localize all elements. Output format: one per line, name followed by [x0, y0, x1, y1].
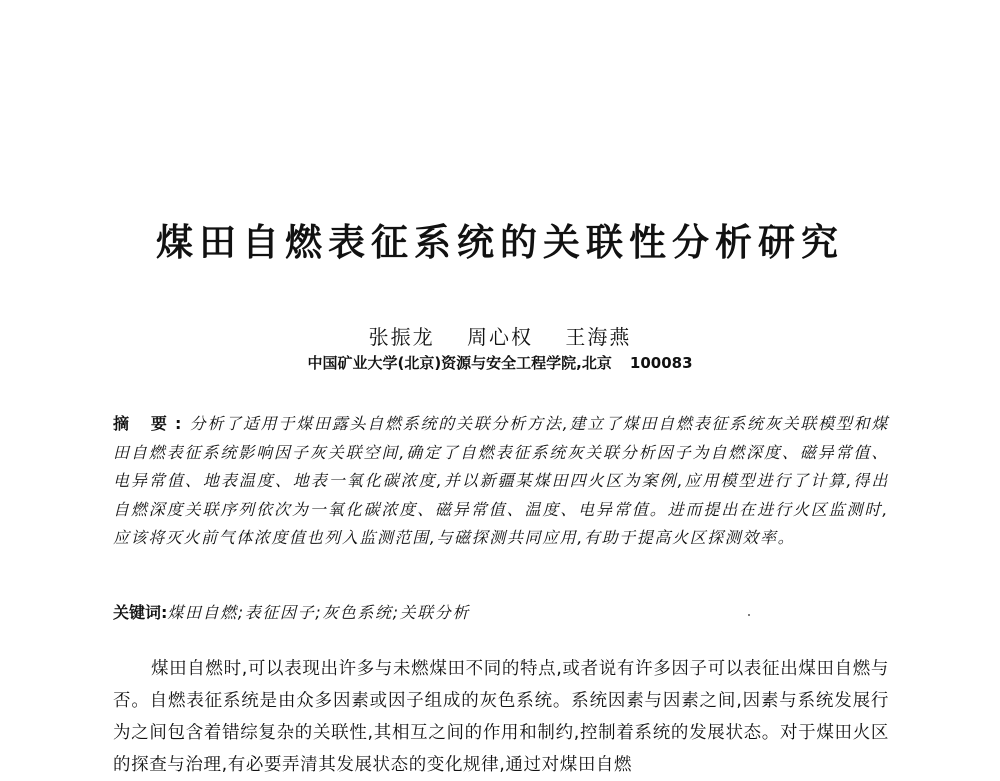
abstract-text: 分析了适用于煤田露头自燃系统的关联分析方法,建立了煤田自燃表征系统灰关联模型和煤田自燃表征系统影响因子灰关联空间,确定了自燃表征系统灰关联分析因子为自燃深度、磁异常值、电异常值、地表温度、地表一氧化碳浓度,并以新疆某煤田四火区为案例,应用模型进行了计算,得出自燃深度关联序列依次为一氧化碳浓度、磁异常值、温度、电异常值。进而提出在进行火区监测时,应该将灭火前气体浓度值也列入监测范围,与磁探测共同应用,有助于提高火区探测效率。: [113, 414, 889, 547]
paper-title: 煤田自燃表征系统的关联性分析研究: [156, 220, 844, 264]
keywords-label: 关键词:: [113, 603, 168, 622]
scan-speck: [748, 614, 750, 616]
abstract-label: 摘 要:: [113, 414, 190, 433]
author-name: 王海燕: [565, 325, 632, 349]
author-list: [0, 321, 1000, 350]
author-name: 张振龙: [368, 325, 435, 349]
abstract: [113, 410, 889, 553]
body-paragraph: 煤田自燃时,可以表现出许多与未燃煤田不同的特点,或者说有许多因子可以表征出煤田自燃与否。自燃表征系统是由众多因素或因子组成的灰色系统。系统因素与因素之间,因素与系统发展行为之间包含着错综复杂的关联性,其相互之间的作用和制约,控制着系统的发展状态。对于煤田火区的探查与治理,有必要弄清其发展状态的变化规律,通过对煤田自燃: [113, 659, 889, 775]
affiliation: [0, 352, 1000, 373]
author-name: 周心权: [467, 325, 533, 349]
keywords: [113, 599, 889, 627]
postcode: 100083: [629, 354, 693, 372]
affiliation-text: 中国矿业大学(北京)资源与安全工程学院,北京: [307, 354, 612, 372]
keywords-text: 煤田自燃;表征因子;灰色系统;关联分析: [167, 603, 470, 622]
